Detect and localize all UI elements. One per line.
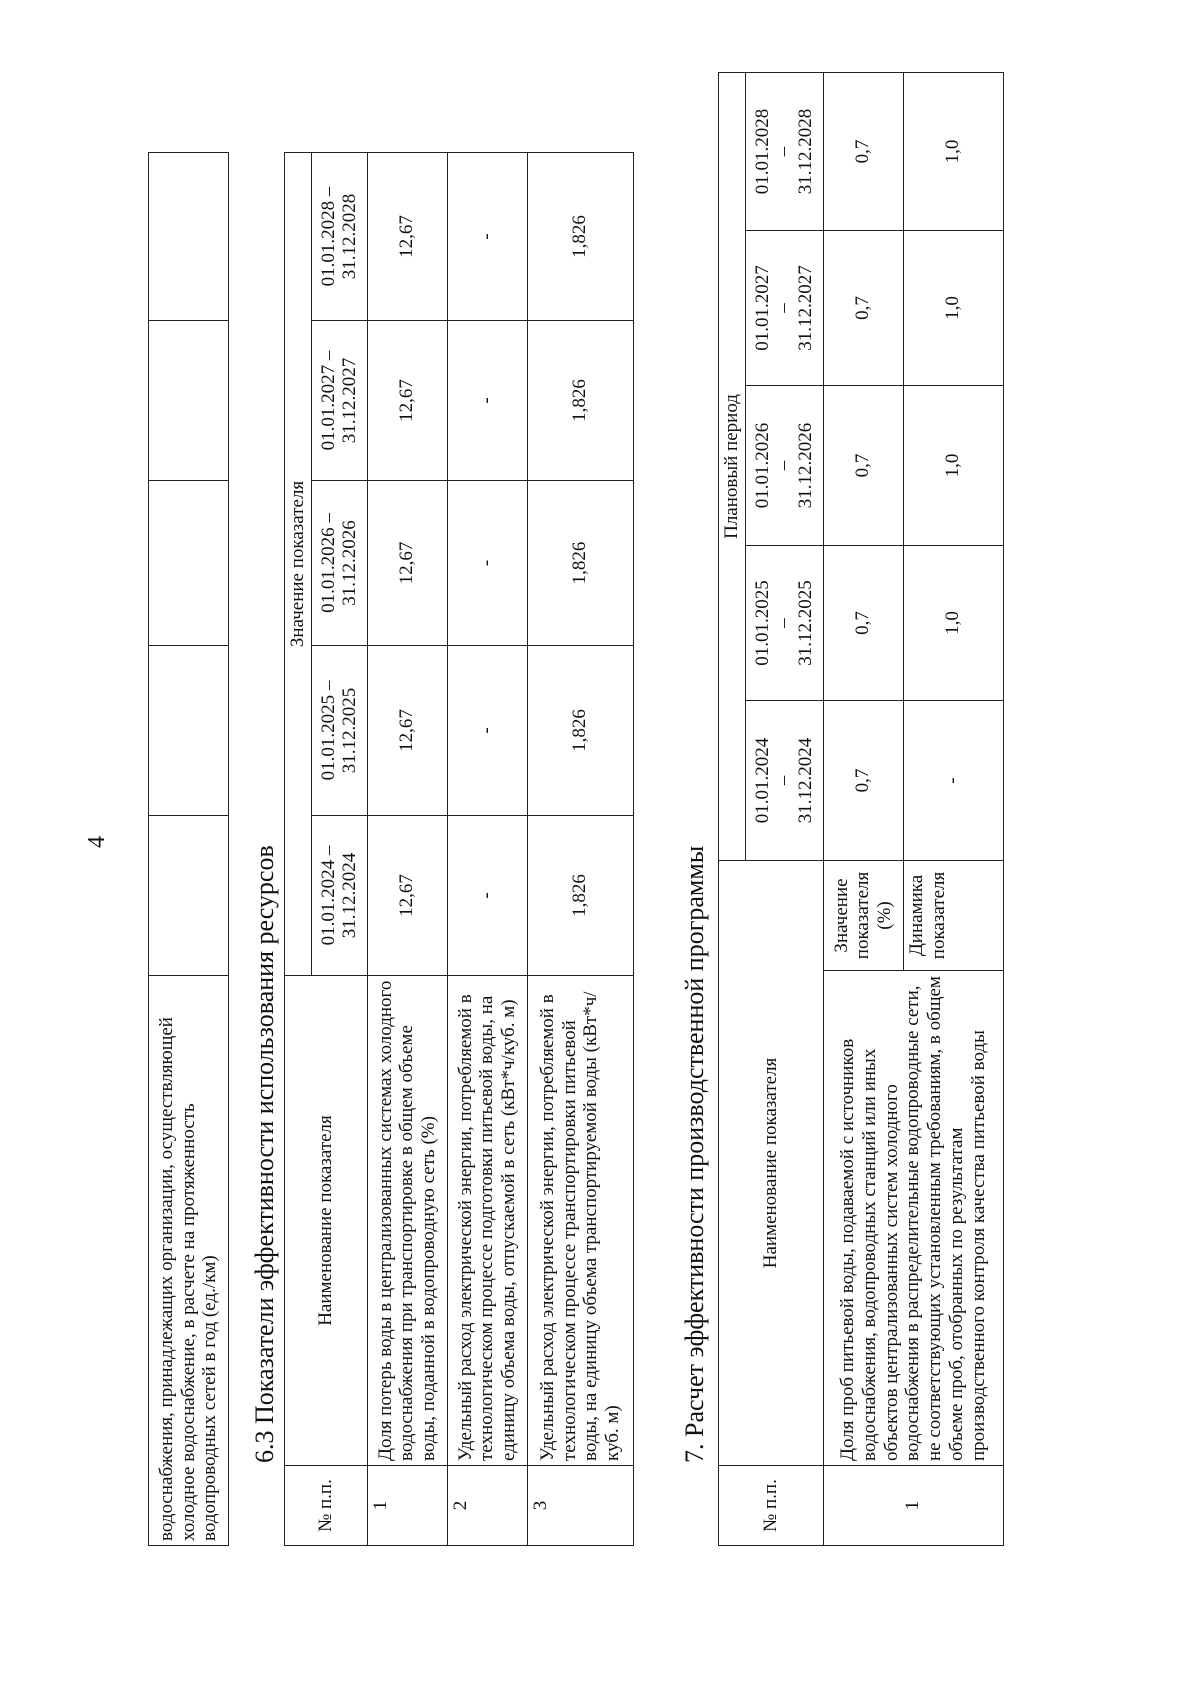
sub-label: Динамика показателя — [903, 860, 1003, 970]
header-num: № п.п. — [719, 1466, 824, 1546]
header-period: 01.01.2028 – 31.12.2028 — [311, 152, 367, 320]
row-value: - — [447, 321, 527, 481]
top-table-cell — [149, 321, 229, 481]
row-value: 0,7 — [823, 385, 903, 545]
row-value: 12,67 — [367, 152, 447, 320]
row-value: 1,0 — [903, 230, 1003, 385]
row-value: 1,826 — [527, 816, 633, 976]
page-number: 4 — [84, 836, 110, 848]
row-value: - — [447, 816, 527, 976]
top-table — [148, 152, 229, 1546]
row-value: 0,7 — [823, 72, 903, 230]
row-value: 12,67 — [367, 321, 447, 481]
sub-label: Значение показателя (%) — [823, 860, 903, 970]
row-value: 1,826 — [527, 321, 633, 481]
row-value: 1,0 — [903, 72, 1003, 230]
row-num: 2 — [447, 1466, 527, 1546]
header-period: 01.01.2027 – 31.12.2027 — [311, 321, 367, 481]
header-period: 01.01.2024 – 31.12.2024 — [311, 816, 367, 976]
row-num: 3 — [527, 1466, 633, 1546]
row-value: 1,826 — [527, 646, 633, 816]
row-value: 12,67 — [367, 481, 447, 646]
row-value: 0,7 — [823, 545, 903, 700]
row-num: 1 — [367, 1466, 447, 1546]
row-value: 0,7 — [823, 230, 903, 385]
row-value: 12,67 — [367, 646, 447, 816]
header-name: Наименование показателя — [719, 860, 824, 1465]
row-value: 12,67 — [367, 816, 447, 976]
row-value: 1,826 — [527, 152, 633, 320]
section-6-3-title: 6.3 Показатели эффективности использования ресурсов — [250, 845, 279, 1463]
header-period: 01.01.2026 – 31.12.2026 — [745, 385, 823, 545]
top-table-cell — [149, 481, 229, 646]
top-table-cell — [149, 646, 229, 816]
header-name: Наименование показателя — [285, 976, 368, 1466]
header-period: 01.01.2027 – 31.12.2027 — [745, 230, 823, 385]
header-period: 01.01.2028 – 31.12.2028 — [745, 72, 823, 230]
row-name: Удельный расход электрической энергии, потребляемой в технологическом процессе транспортировки питьевой воды, на единицу объема транспортируемой воды (кВт*ч/куб. м) — [527, 976, 633, 1466]
header-num: № п.п. — [285, 1466, 368, 1546]
row-value: - — [447, 481, 527, 646]
header-plan-group: Плановый период — [719, 72, 746, 860]
top-table-text: водоснабжения, принадлежащих организации, осуществляющей холодное водоснабжение, в расчете на протяженность водопроводных сетей в год (ед./км) — [149, 976, 229, 1546]
header-period: 01.01.2025 – 31.12.2025 — [311, 646, 367, 816]
row-value: 1,0 — [903, 385, 1003, 545]
section-7-title: 7. Расчет эффективности производственной программы — [680, 845, 709, 1463]
production-table — [718, 72, 1004, 1546]
resources-table — [284, 152, 634, 1546]
row-value: - — [903, 700, 1003, 860]
row-value: - — [447, 152, 527, 320]
header-period: 01.01.2025 – 31.12.2025 — [745, 545, 823, 700]
row-value: 1,0 — [903, 545, 1003, 700]
top-table-cell — [149, 816, 229, 976]
row-name: Удельный расход электрической энергии, потребляемой в технологическом процессе подготовки питьевой воды, на единицу объема воды, отпускаемой в сеть (кВт*ч/куб. м) — [447, 976, 527, 1466]
header-period: 01.01.2026 – 31.12.2026 — [311, 481, 367, 646]
row-name: Доля проб питьевой воды, подаваемой с источников водоснабжения, водопроводных станций или иных объектов централизованных систем холодного водоснабжения в распределительные водопроводные сети, не соответствующих установленным требованиям, в общем объеме проб, отобранных по результатам производственного контроля качества питьевой воды — [823, 971, 1003, 1466]
row-value: - — [447, 646, 527, 816]
header-period: 01.01.2024 – 31.12.2024 — [745, 700, 823, 860]
row-value: 0,7 — [823, 700, 903, 860]
row-num: 1 — [823, 1466, 1003, 1546]
row-name: Доля потерь воды в централизованных системах холодного водоснабжения при транспортировке в общем объеме воды, поданной в водопроводную сеть (%) — [367, 976, 447, 1466]
header-value-group: Значение показателя — [285, 152, 312, 975]
row-value: 1,826 — [527, 481, 633, 646]
top-table-cell — [149, 153, 229, 321]
